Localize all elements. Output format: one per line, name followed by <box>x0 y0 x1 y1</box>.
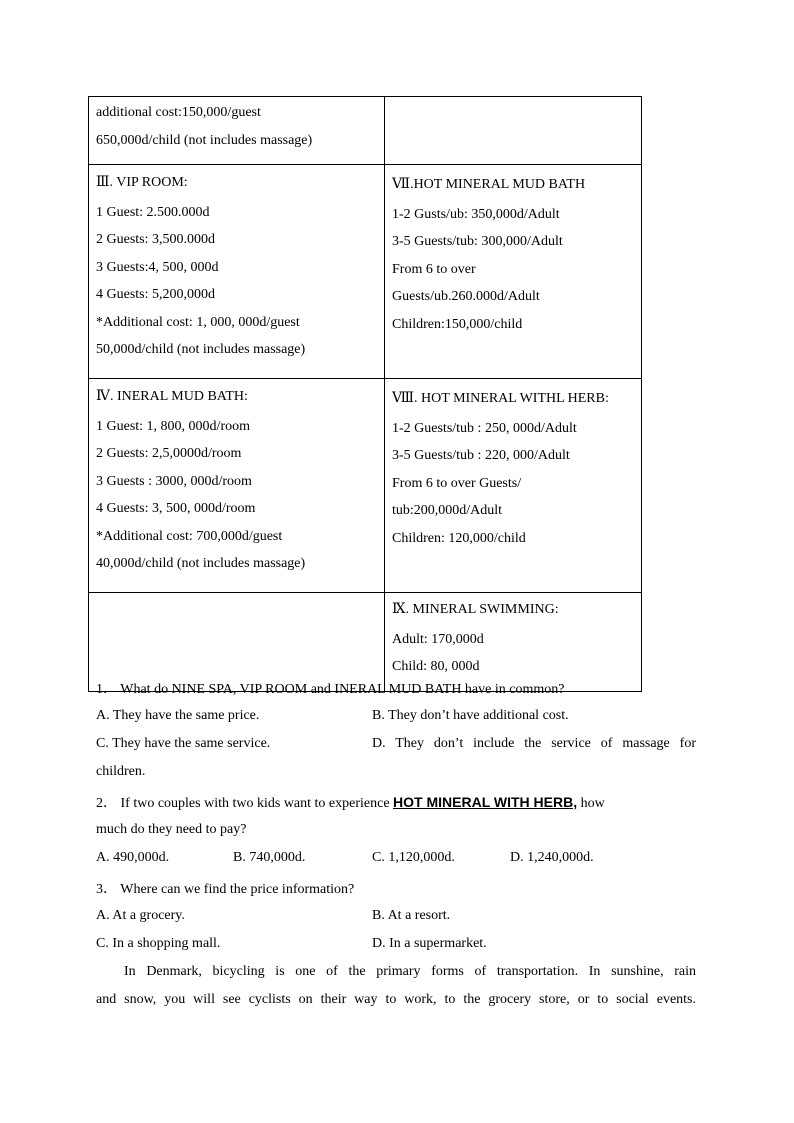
question-2-option-b: B. 740,000d. <box>233 850 306 865</box>
question-3-option-b: B. At a resort. <box>372 908 451 923</box>
cell-line: 3 Guests : 3000, 000d/room <box>96 473 252 489</box>
cell-line: Guests/ub.260.000d/Adult <box>392 289 540 304</box>
question-1-stem: 1． What do NINE SPA, VIP ROOM and INERAL MUD BATH have in common? <box>96 682 565 697</box>
table-row <box>89 97 642 165</box>
cell-line: From 6 to over <box>392 261 476 277</box>
cell-line: 3-5 Guests/tub : 220, 000/Adult <box>392 448 570 463</box>
section-title-vip-room: Ⅲ. VIP ROOM: <box>96 175 188 190</box>
cell-line: 2 Guests: 3,500.000d <box>96 232 215 247</box>
cell-line: 3 Guests:4, 500, 000d <box>96 259 219 275</box>
table-cell-row1-right <box>385 97 642 165</box>
reading-passage <box>96 958 696 1014</box>
cell-line: 4 Guests: 5,200,000d <box>96 287 215 302</box>
question-3-option-a: A. At a grocery. <box>96 908 185 923</box>
cell-line: tub:200,000d/Adult <box>392 503 503 518</box>
cell-line: *Additional cost: 1, 000, 000d/guest <box>96 314 300 330</box>
cell-line: 650,000d/child (not includes massage) <box>96 132 313 148</box>
question-2-option-c: C. 1,120,000d. <box>372 850 455 865</box>
cell-line: 2 Guests: 2,5,0000d/room <box>96 446 242 461</box>
cell-line: 1-2 Guests/tub : 250, 000d/Adult <box>392 420 577 436</box>
cell-line: From 6 to over Guests/ <box>392 475 522 491</box>
table-cell-row4-left <box>89 593 385 692</box>
cell-line: Children: 120,000/child <box>392 530 526 546</box>
question-2-option-d: D. 1,240,000d. <box>510 850 594 865</box>
cell-line: 1 Guest: 1, 800, 000d/room <box>96 418 250 434</box>
question-2-stem-continued: much do they need to pay? <box>96 822 247 837</box>
question-1-option-d: D. They don’t include the service of massage for <box>372 736 696 751</box>
section-title-ineral-mud-bath: Ⅳ. INERAL MUD BATH: <box>96 389 248 404</box>
table-cell-mineral-swimming <box>385 593 642 692</box>
cell-line: 50,000d/child (not includes massage) <box>96 342 306 357</box>
table-row <box>89 165 642 379</box>
table-cell-ineral-mud-bath <box>89 379 385 593</box>
question-3-option-c: C. In a shopping mall. <box>96 936 221 951</box>
section-title-mineral-swimming: Ⅸ. MINERAL SWIMMING: <box>392 602 559 617</box>
cell-line: 3-5 Guests/tub: 300,000/Adult <box>392 234 563 249</box>
cell-line: Child: 80, 000d <box>392 659 480 674</box>
passage-line: In Denmark, bicycling is one of the primary forms of transportation. In sunshine, rain <box>124 964 696 979</box>
price-table <box>88 96 642 692</box>
question-3-option-d: D. In a supermarket. <box>372 936 487 951</box>
cell-line: 1-2 Gusts/ub: 350,000d/Adult <box>392 206 560 222</box>
question-2-stem-end: how <box>577 796 605 811</box>
cell-line: 1 Guest: 2.500.000d <box>96 204 210 220</box>
cell-line: 40,000d/child (not includes massage) <box>96 556 306 571</box>
table-row <box>89 379 642 593</box>
question-2-emphasis: HOT MINERAL WITH HERB, <box>393 794 578 810</box>
question-2-option-a: A. 490,000d. <box>96 850 170 865</box>
cell-line: Adult: 170,000d <box>392 631 484 647</box>
cell-line: additional cost:150,000/guest <box>96 105 261 120</box>
table-cell-hot-mineral-herb <box>385 379 642 593</box>
table-cell-hot-mineral-mud-bath <box>385 165 642 379</box>
question-2-stem <box>96 792 696 812</box>
cell-line: Children:150,000/child <box>392 316 523 332</box>
question-1-option-b: B. They don’t have additional cost. <box>372 708 569 723</box>
cell-line: 4 Guests: 3, 500, 000d/room <box>96 501 256 516</box>
table-cell-vip-room <box>89 165 385 379</box>
passage-line: and snow, you will see cyclists on their way to work, to the grocery store, or to social events. <box>96 992 696 1007</box>
question-3-stem: 3． Where can we find the price information? <box>96 882 355 897</box>
section-title-hot-mineral-mud-bath: Ⅶ.HOT MINERAL MUD BATH <box>392 177 586 192</box>
section-title-hot-mineral-herb: Ⅷ. HOT MINERAL WITHL HERB: <box>392 391 609 406</box>
cell-line: *Additional cost: 700,000d/guest <box>96 528 283 544</box>
question-1-option-a: A. They have the same price. <box>96 708 260 723</box>
question-1-option-d-continued: children. <box>96 764 146 779</box>
table-row <box>89 593 642 692</box>
question-1-option-c: C. They have the same service. <box>96 736 271 751</box>
question-2-stem-text: 2． If two couples with two kids want to experience <box>96 796 394 811</box>
table-cell-row1-left <box>89 97 385 165</box>
